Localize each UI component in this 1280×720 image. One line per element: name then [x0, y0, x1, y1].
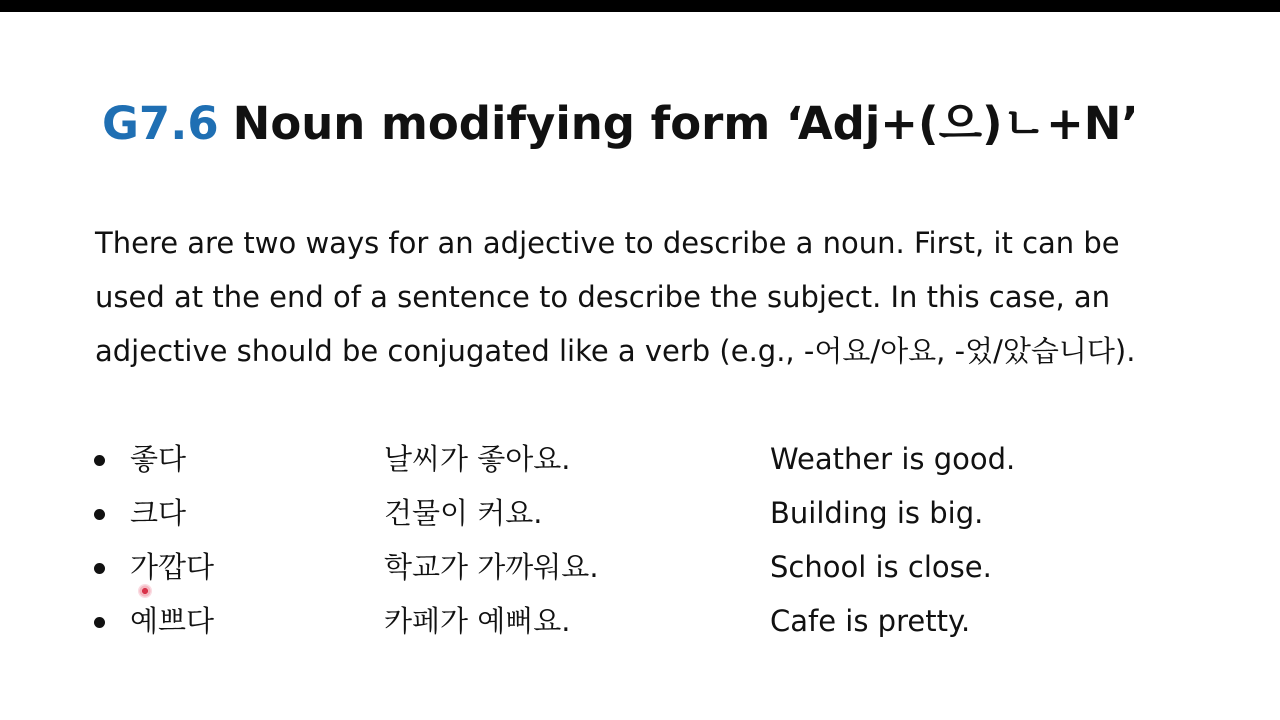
example-list: [92, 432, 1192, 648]
example-english-translation: School is close.: [770, 550, 992, 584]
title-section-code: G7.6: [102, 97, 219, 150]
example-english-translation: Cafe is pretty.: [770, 604, 971, 638]
example-adjective: 예쁘다: [130, 604, 215, 638]
top-black-bar: [0, 0, 1280, 12]
intro-paragraph: [95, 216, 1215, 378]
bullet-icon: [94, 617, 105, 628]
intro-line-3: adjective should be conjugated like a verb (e.g., -어요/아요, -었/았습니다).: [95, 334, 1136, 368]
example-row: [92, 594, 1192, 648]
example-korean-sentence: 학교가 가까워요.: [384, 550, 599, 584]
example-row: [92, 540, 1192, 594]
mouse-pointer-indicator: [138, 584, 152, 598]
example-english-translation: Weather is good.: [770, 442, 1016, 476]
example-row: [92, 486, 1192, 540]
intro-line-1: There are two ways for an adjective to describe a noun. First, it can be: [95, 226, 1120, 260]
example-korean-sentence: 날씨가 좋아요.: [384, 442, 571, 476]
intro-line-2: used at the end of a sentence to describe the subject. In this case, an: [95, 280, 1111, 314]
bullet-icon: [94, 509, 105, 520]
example-adjective: 가깝다: [130, 550, 215, 584]
example-row: [92, 432, 1192, 486]
title-text: Noun modifying form ‘Adj+(으)ㄴ+N’: [232, 97, 1139, 150]
example-korean-sentence: 건물이 커요.: [384, 496, 543, 530]
example-english-translation: Building is big.: [770, 496, 984, 530]
slide-title: [102, 92, 1139, 156]
bullet-icon: [94, 455, 105, 466]
example-adjective: 좋다: [130, 442, 187, 476]
example-korean-sentence: 카페가 예뻐요.: [384, 604, 571, 638]
example-adjective: 크다: [130, 496, 187, 530]
bullet-icon: [94, 563, 105, 574]
